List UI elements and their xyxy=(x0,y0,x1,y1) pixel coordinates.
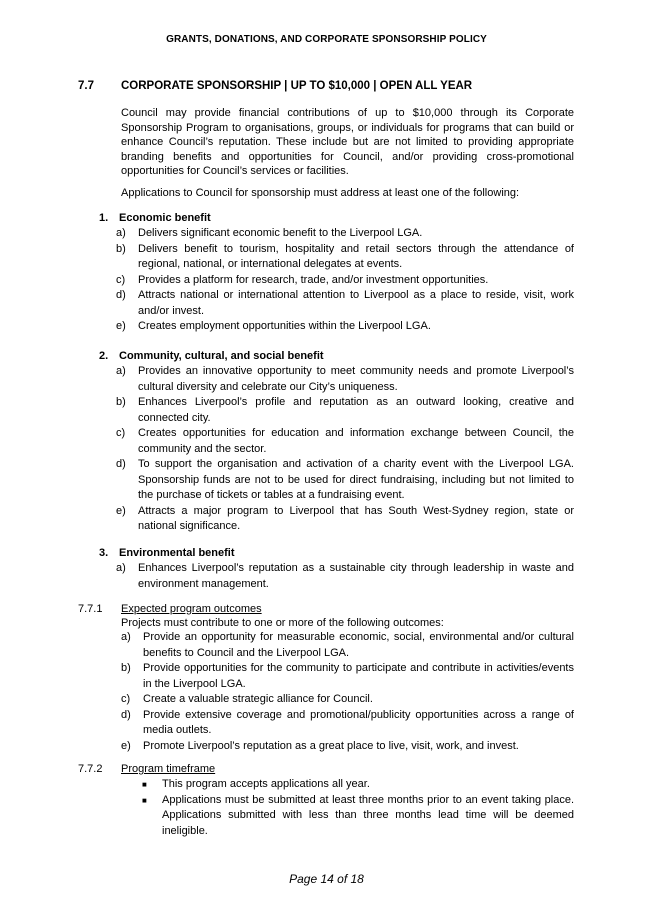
item-letter: c) xyxy=(121,693,131,705)
square-bullet-icon: ■ xyxy=(142,780,147,789)
item-letter: a) xyxy=(116,365,126,377)
item-text: Provide an opportunity for measurable economic, social, environmental and/or cultural benefits to Council and the Liverpool LGA. xyxy=(143,631,574,659)
item-letter: e) xyxy=(116,320,126,332)
item-text: Delivers significant economic benefit to the Liverpool LGA. xyxy=(138,227,423,239)
list-item xyxy=(121,739,574,755)
page-number: Page 14 of 18 xyxy=(289,872,364,886)
benefit-number: 3. xyxy=(99,547,109,559)
item-text: Delivers benefit to tourism, hospitality and retail sectors through the attendance of regional, national, or international delegates at events. xyxy=(138,242,574,270)
outcomes-lead: Projects must contribute to one or more of the following outcomes: xyxy=(121,617,444,629)
benefit-title: Environmental benefit xyxy=(119,547,235,559)
section-intro: Council may provide financial contributions of up to $10,000 through its Corporate Sponsorship Program to organisations, groups, or individuals for programs that can build or enhance Council’s reputation. These include but are not limited to providing appropriate branding benefits and opportunities for Council, and/or providing cross-promotional opportunities for Council’s services or facilities. xyxy=(121,107,574,177)
item-letter: a) xyxy=(116,562,126,574)
benefit-number: 1. xyxy=(99,212,109,224)
item-text: Create a valuable strategic alliance for Council. xyxy=(143,693,373,705)
list-item xyxy=(116,319,574,335)
list-item xyxy=(116,226,574,242)
list-item xyxy=(116,364,574,395)
document-header: GRANTS, DONATIONS, AND CORPORATE SPONSORSHIP POLICY xyxy=(166,34,487,45)
benefit-title-community xyxy=(99,350,324,362)
subsection-heading-timeframe xyxy=(78,763,215,775)
section-number: 7.7 xyxy=(78,80,94,92)
item-letter: b) xyxy=(116,242,126,255)
item-text: Provides an innovative opportunity to meet community needs and promote Liverpool’s cultural diversity and celebrate our City’s uniqueness. xyxy=(138,365,574,393)
item-text: Provides a platform for research, trade, and/or investment opportunities. xyxy=(138,273,489,286)
item-text: Provide extensive coverage and promotional/publicity opportunities across a range of media outlets. xyxy=(143,708,574,736)
item-letter: c) xyxy=(116,273,126,286)
item-text: Provide opportunities for the community to participate and contribute in activities/events in the Liverpool LGA. xyxy=(143,662,574,690)
benefit-title: Community, cultural, and social benefit xyxy=(119,350,324,362)
timeframe-list xyxy=(142,777,574,839)
item-letter: a) xyxy=(121,631,131,643)
list-item xyxy=(116,457,574,504)
item-text: Enhances Liverpool’s reputation as a sustainable city through leadership in waste and environment management. xyxy=(138,562,574,590)
item-text: Attracts a major program to Liverpool that has South West-Sydney region, state or national significance. xyxy=(138,504,574,532)
item-letter: d) xyxy=(116,289,126,301)
benefit-list-community xyxy=(116,364,574,535)
list-item xyxy=(116,426,574,457)
benefit-list-environmental xyxy=(116,561,574,592)
item-text: To support the organisation and activation of a charity event with the Liverpool LGA. Sponsorship funds are not to be used for direct fundraising, including but not limited to the purchase of tickets or tables at a fundraising event. xyxy=(138,458,574,501)
list-item xyxy=(121,630,574,661)
list-item xyxy=(121,708,574,739)
item-letter: e) xyxy=(116,504,126,517)
outcomes-list xyxy=(121,630,574,754)
list-item xyxy=(116,288,574,319)
list-item xyxy=(116,561,574,592)
item-letter: b) xyxy=(116,396,126,408)
list-item xyxy=(116,395,574,426)
section-lead: Applications to Council for sponsorship must address at least one of the following: xyxy=(121,187,520,199)
subsection-number: 7.7.1 xyxy=(78,603,103,615)
item-text: Enhances Liverpool’s profile and reputation as an outward looking, creative and connected city. xyxy=(138,396,574,424)
benefit-title-environmental xyxy=(99,547,235,559)
benefit-title-economic xyxy=(99,212,211,224)
list-item xyxy=(116,242,574,273)
item-letter: a) xyxy=(116,227,126,239)
item-text: Applications must be submitted at least three months prior to an event taking place. Applications submitted with less than three months lead time will be deemed ineligible. xyxy=(162,793,574,837)
benefit-number: 2. xyxy=(99,350,109,362)
item-letter: b) xyxy=(121,662,131,674)
benefit-title: Economic benefit xyxy=(119,212,211,224)
list-item xyxy=(121,661,574,692)
list-item xyxy=(116,273,574,289)
item-letter: c) xyxy=(116,427,126,439)
square-bullet-icon: ■ xyxy=(142,795,147,805)
item-text: This program accepts applications all year. xyxy=(162,778,370,790)
item-text: Promote Liverpool’s reputation as a great place to live, visit, work, and invest. xyxy=(143,739,519,752)
list-item xyxy=(142,793,574,840)
list-item xyxy=(142,777,574,793)
item-letter: e) xyxy=(121,739,131,752)
subsection-title: Expected program outcomes xyxy=(121,603,262,615)
subsection-heading-outcomes xyxy=(78,603,262,615)
item-text: Creates employment opportunities within the Liverpool LGA. xyxy=(138,320,431,332)
item-text: Creates opportunities for education and information exchange between Council, the community and the sector. xyxy=(138,427,574,455)
section-heading xyxy=(78,80,472,92)
subsection-title: Program timeframe xyxy=(121,763,216,775)
benefit-list-economic xyxy=(116,226,574,335)
item-text: Attracts national or international attention to Liverpool as a place to reside, visit, work and/or invest. xyxy=(138,289,574,317)
item-letter: d) xyxy=(116,458,126,470)
subsection-number: 7.7.2 xyxy=(78,763,103,775)
list-item xyxy=(116,504,574,535)
item-letter: d) xyxy=(121,708,131,721)
list-item xyxy=(121,692,574,708)
section-title: CORPORATE SPONSORSHIP | UP TO $10,000 | OPEN ALL YEAR xyxy=(121,80,473,92)
